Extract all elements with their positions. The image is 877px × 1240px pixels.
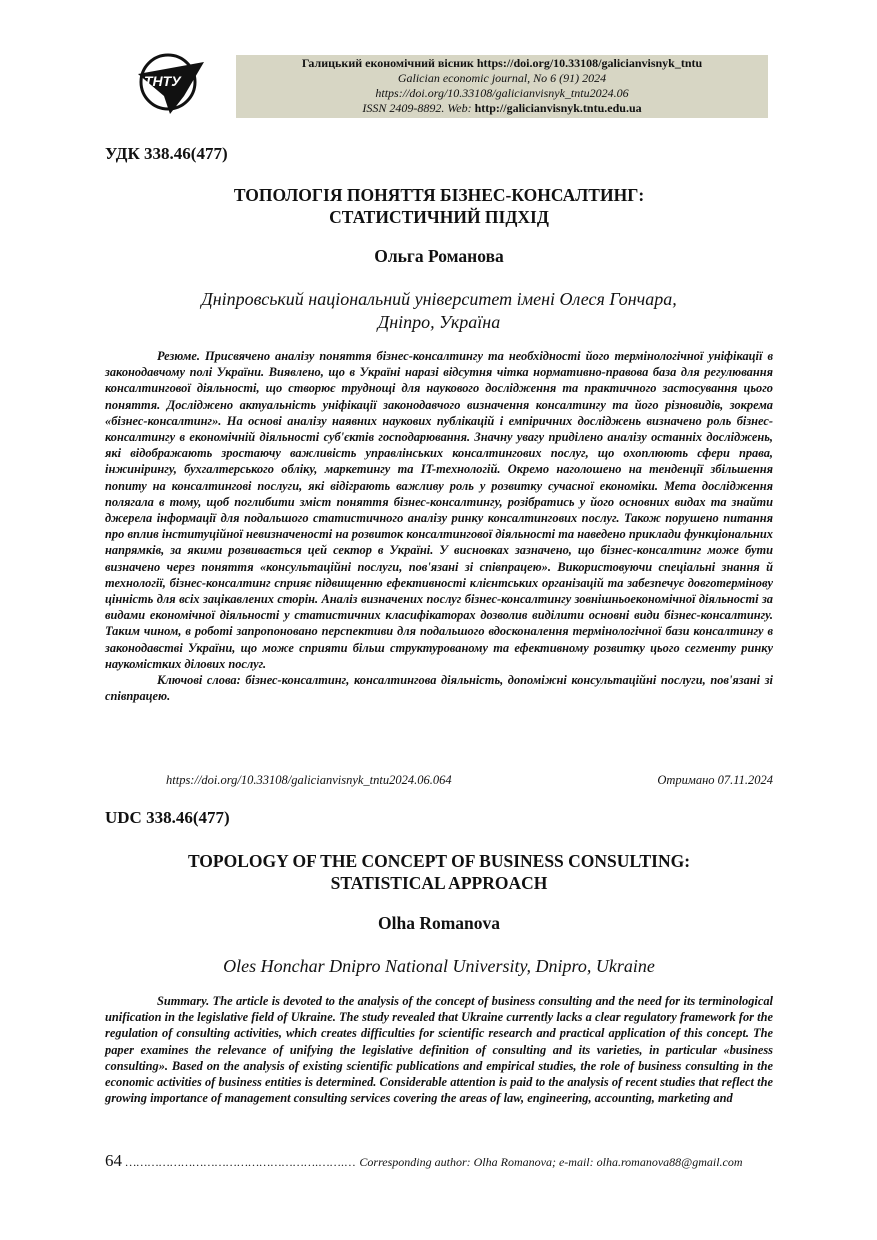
affiliation-ua: Дніпровський національний університет імені Олеся Гончара, Дніпро, Україна bbox=[201, 289, 677, 332]
journal-title-en: Galician economic journal, No 6 (91) 2024 bbox=[397, 71, 607, 85]
abstract-text: Присвячено аналізу поняття бізнес-консалтингу та необхідності його термінологічної уніфікації в законодавчому полі України. Виявлено, що в Україні наразі відсутня чітка нормативно-правова база для регулювання консалтингової діяльності, що створює труднощі для наукового дослідження та практичного застосування цього поняття. Досліджено актуальність уніфікації законодавчого визначення консалтингу та його різновидів, зокрема «бізнес-консалтинг». На основі аналізу наявних наукових публікацій і емпіричних досліджень визначено роль бізнес-консалтингу в економічній діяльності суб'єктів господарювання. Значну увагу приділено аналізу останніх досліджень, які відображають зростаючу важливість управлінських консалтингових послуг, що охоплюють сфери права, інжинірингу, бухгалтерського обліку, маркетингу та IT-технологій. Окремо наголошено на тенденції збільшення попиту на консалтингові послуги, які відіграють важливу роль у розвитку сучасної економіки. Мета дослідження полягала в тому, щоб поглибити зміст поняття бізнес-консалтингу, розібратись у його основних видах та знайти джерела інформації для подальшого статистичного аналізу ринку консалтингових послуг. Також порушено питання про вплив інституційної невизначеності на розвиток консалтингової діяльності та наведено приклади функціональних напрямків, за якими розвивається цей сектор в Україні. У висновках зазначено, що бізнес-консалтинг може бути визначено через поняття «консультаційні послуги, пов'язані зі співпрацею». Використовуючи спеціальні знання й технології, бізнес-консалтинг сприяє підвищенню ефективності клієнтських організацій та забезпечує довготермінову цінність для всіх зацікавлених сторін. Аналіз визначених послуг бізнес-консалтингу зовнішньоекономічної діяльності за видами економічної діяльності у статистичних класифікаторах дозволив виділити основні види бізнес-консалтингу. Таким чином, в роботі запропоновано перспективи для подальшого вдосконалення термінологічної бази консалтингу в законодавстві України, що може сприяти більш структурованому та ефективному розвитку цього сегменту ринку наукомістких ділових послуг. bbox=[105, 349, 773, 671]
logo-text: ТНТУ bbox=[144, 73, 181, 89]
author-ua: Ольга Романова bbox=[374, 246, 504, 266]
title-ua: ТОПОЛОГІЯ ПОНЯТТЯ БІЗНЕС-КОНСАЛТИНГ: СТАТИСТИЧНИЙ ПІДХІД bbox=[233, 185, 645, 227]
summary-text: The article is devoted to the analysis of the concept of business consulting and the need for its terminological unification in the legislative field of Ukraine. The study revealed that Ukraine currently lacks a clear regulatory framework for the regulation of consulting activities, which creates difficulties for scientific research and practical application of this concept. The paper examines the relevance of unifying the legislative definition of consulting and its varieties, in particular «business consulting». Based on the analysis of existing scientific publications and empirical studies, the role of business consulting in the economic activities of business entities is determined. Considerable attention is paid to the analysis of recent studies that reflect the growing importance of management consulting services covering the areas of law, engineering, accounting, marketing and bbox=[105, 994, 773, 1106]
footer-dots: …………………………………………….…….… bbox=[122, 1155, 360, 1169]
author-en: Olha Romanova bbox=[377, 913, 501, 933]
abstract-ua bbox=[105, 348, 773, 704]
issn-line: ISSN 2409-8892. Web: http://galicianvisnyk.tntu.edu.ua bbox=[362, 101, 642, 115]
affiliation-en: Oles Honchar Dnipro National University, Dnipro, Ukraine bbox=[223, 956, 655, 976]
article-doi-link[interactable]: https://doi.org/10.33108/galicianvisnyk_tntu2024.06.064 bbox=[166, 773, 452, 787]
udc-ua: УДК 338.46(477) bbox=[105, 144, 228, 163]
issue-doi-link[interactable]: https://doi.org/10.33108/galicianvisnyk_tntu2024.06 bbox=[375, 86, 629, 100]
abstract-label: Резюме. bbox=[157, 349, 200, 363]
journal-title-ua: Галицький економічний вісник https://doi.org/10.33108/galicianvisnyk_tntu bbox=[301, 56, 703, 70]
keywords-text: бізнес-консалтинг, консалтингова діяльність, допоміжні консультаційні послуги, пов'язані зі співпрацею. bbox=[105, 673, 773, 704]
summary-en bbox=[105, 993, 773, 1106]
tntu-logo bbox=[134, 52, 208, 116]
title-en: TOPOLOGY OF THE CONCEPT OF BUSINESS CONSULTING: STATISTICAL APPROACH bbox=[187, 851, 691, 893]
page-number: 64 bbox=[105, 1151, 122, 1170]
keywords-label: Ключові слова: bbox=[157, 673, 241, 688]
page-footer bbox=[105, 1151, 773, 1171]
received-date: Отримано 07.11.2024 bbox=[657, 773, 773, 787]
udc-en: UDC 338.46(477) bbox=[105, 808, 230, 827]
summary-label: Summary. bbox=[157, 994, 210, 1008]
journal-header bbox=[236, 55, 768, 118]
website-link[interactable]: http://galicianvisnyk.tntu.edu.ua bbox=[474, 101, 642, 115]
corresponding-author: Corresponding author: Olha Romanova; e-mail: olha.romanova88@gmail.com bbox=[359, 1155, 743, 1169]
doi-line bbox=[166, 773, 773, 788]
